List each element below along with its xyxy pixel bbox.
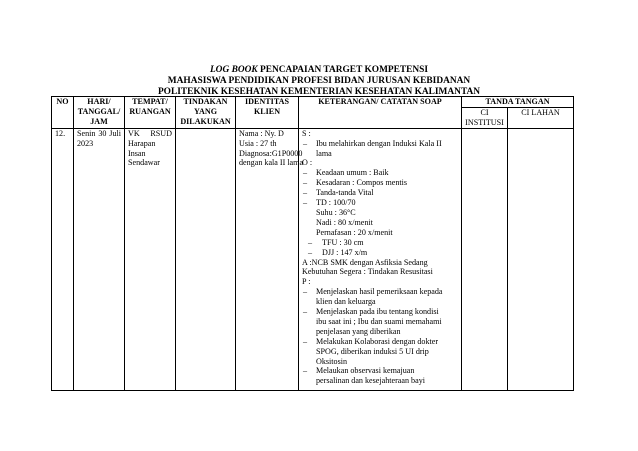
bullet-dash: – xyxy=(303,138,308,148)
soap-p-item xyxy=(302,337,458,347)
cell-identitas-klien xyxy=(236,128,304,390)
soap-o-item xyxy=(302,168,458,178)
header-institusi-line: INSTITUSI xyxy=(465,117,504,127)
header-tindakan xyxy=(176,97,236,129)
soap-p3-cont-1: SPOG, diberikan induksi 5 UI drip xyxy=(316,346,429,356)
tempat-line-4: Sendawar xyxy=(128,158,160,168)
soap-s-text: Ibu melahirkan dengan Induksi Kala II xyxy=(316,138,442,148)
tempat-line-3: Insan xyxy=(128,148,146,158)
bullet-dash: – xyxy=(303,307,308,317)
cell-tempat xyxy=(125,128,176,390)
soap-o-item xyxy=(302,198,458,208)
soap-o-item xyxy=(302,178,458,188)
soap-p3-text: Melakukan Kolaborasi dengan dokter xyxy=(316,336,439,346)
bullet-dash: – xyxy=(303,198,308,208)
soap-p3-cont-2: Oksitosin xyxy=(316,356,348,366)
header-yang-line: YANG xyxy=(193,106,218,116)
soap-s-label: S : xyxy=(302,128,311,138)
soap-p2-text: Menjelaskan pada ibu tentang kondisi xyxy=(316,307,439,317)
document-title-line-2: MAHASISWA PENDIDIKAN PROFESI BIDAN JURUSAN KEBIDANAN xyxy=(167,76,471,86)
bullet-dash: – xyxy=(308,237,313,247)
header-klien-line: KLIEN xyxy=(253,106,281,116)
bullet-dash: – xyxy=(303,336,308,346)
cell-ci-lahan xyxy=(508,128,574,390)
soap-o-ttv: Tanda-tanda Vital xyxy=(316,188,374,198)
header-hari-tanggal-jam xyxy=(74,97,125,129)
soap-a-kebutuhan: Kebutuhan Segera : Tindakan Resusitasi xyxy=(302,267,433,277)
bullet-dash: – xyxy=(308,247,313,257)
soap-o-nadi: Nadi : 80 x/menit xyxy=(316,217,373,227)
identitas-diagnosa: Diagnosa:G1P0000 xyxy=(239,148,303,158)
title-italic-logbook: LOG BOOK xyxy=(209,65,258,75)
soap-p2-cont-1: ibu saat ini ; Ibu dan suami memahami xyxy=(316,316,442,326)
tempat-line-1: VK RSUD xyxy=(128,128,172,138)
soap-o-pernafasan: Pernafasan : 20 x/menit xyxy=(316,227,393,237)
soap-s-text-cont: lama xyxy=(316,148,332,158)
header-tempat-line: TEMPAT/ xyxy=(132,97,168,106)
identitas-usia: Usia : 27 th xyxy=(239,138,277,148)
table-row xyxy=(52,128,574,390)
soap-p4-cont: persalinan dan kesejahteraan bayi xyxy=(316,376,425,386)
soap-p-label: P : xyxy=(302,277,311,287)
cell-tindakan xyxy=(176,128,236,390)
title-line-1-rest: PENCAPAIAN TARGET KOMPETENSI xyxy=(259,65,429,75)
cell-hari-tanggal: Senin 30 Juli 2023 xyxy=(74,128,125,390)
soap-o-sub-item xyxy=(302,248,458,258)
document-title-line-3: POLITEKNIK KESEHATAN KEMENTERIAN KESEHATAN KALIMANTAN xyxy=(157,87,481,97)
logbook-table xyxy=(51,96,574,391)
bullet-dash: – xyxy=(303,188,308,198)
soap-o-label: O : xyxy=(302,158,313,168)
soap-o-kesadaran: Kesadaran : Compos mentis xyxy=(316,178,408,188)
document-title-line-1 xyxy=(0,65,638,75)
header-ci-line: CI xyxy=(480,107,489,117)
header-keterangan-soap: KETERANGAN/ CATATAN SOAP xyxy=(299,97,462,129)
bullet-dash: – xyxy=(303,168,308,178)
soap-o-suhu: Suhu : 36°C xyxy=(316,207,356,217)
table-header-row xyxy=(52,97,574,108)
header-ruangan-line: RUANGAN xyxy=(129,106,171,116)
header-tindakan-line: TINDAKAN xyxy=(183,97,228,106)
soap-o-td: TD : 100/70 xyxy=(316,198,356,208)
soap-s-item xyxy=(302,139,458,149)
cell-no: 12. xyxy=(52,128,74,390)
bullet-dash: – xyxy=(303,287,308,297)
header-ci-institusi xyxy=(462,107,508,128)
soap-a-assessment: A :NCB SMK dengan Asfiksia Sedang xyxy=(302,257,428,267)
soap-p-item xyxy=(302,287,458,297)
header-dilakukan-line: DILAKUKAN xyxy=(180,116,231,126)
soap-o-djj: DJJ : 147 x/m xyxy=(322,247,368,257)
soap-p2-cont-2: penjelasan yang diberikan xyxy=(316,326,401,336)
cell-soap xyxy=(299,128,462,390)
tempat-line-2: Harapan xyxy=(128,138,156,148)
soap-o-item xyxy=(302,188,458,198)
soap-p1-text: Menjelaskan hasil pemeriksaan kepada xyxy=(316,287,443,297)
soap-o-sub-item xyxy=(302,238,458,248)
header-identitas-line: IDENTITAS xyxy=(245,97,289,106)
header-tempat-ruangan xyxy=(125,97,176,129)
soap-p-item xyxy=(302,366,458,376)
soap-p1-cont: klien dan keluarga xyxy=(316,297,376,307)
header-hari-line: HARI/ xyxy=(87,97,111,106)
soap-p4-text: Melaukan observasi kemajuan xyxy=(316,366,415,376)
soap-o-keadaan-umum: Keadaan umum : Baik xyxy=(316,168,389,178)
header-ci-lahan: CI LAHAN xyxy=(508,107,574,128)
cell-ci-institusi xyxy=(462,128,508,390)
bullet-dash: – xyxy=(303,366,308,376)
identitas-diagnosa-cont: dengan kala II lama xyxy=(239,158,304,168)
header-jam-line: JAM xyxy=(90,116,108,126)
header-tanggal-line: TANGGAL/ xyxy=(77,106,121,116)
soap-p-item xyxy=(302,307,458,317)
soap-o-tfu: TFU : 30 cm xyxy=(322,237,364,247)
identitas-nama: Nama : Ny. D xyxy=(239,128,284,138)
bullet-dash: – xyxy=(303,178,308,188)
header-no: NO xyxy=(52,97,74,129)
header-identitas-klien xyxy=(236,97,299,129)
header-tanda-tangan: TANDA TANGAN xyxy=(462,97,574,108)
